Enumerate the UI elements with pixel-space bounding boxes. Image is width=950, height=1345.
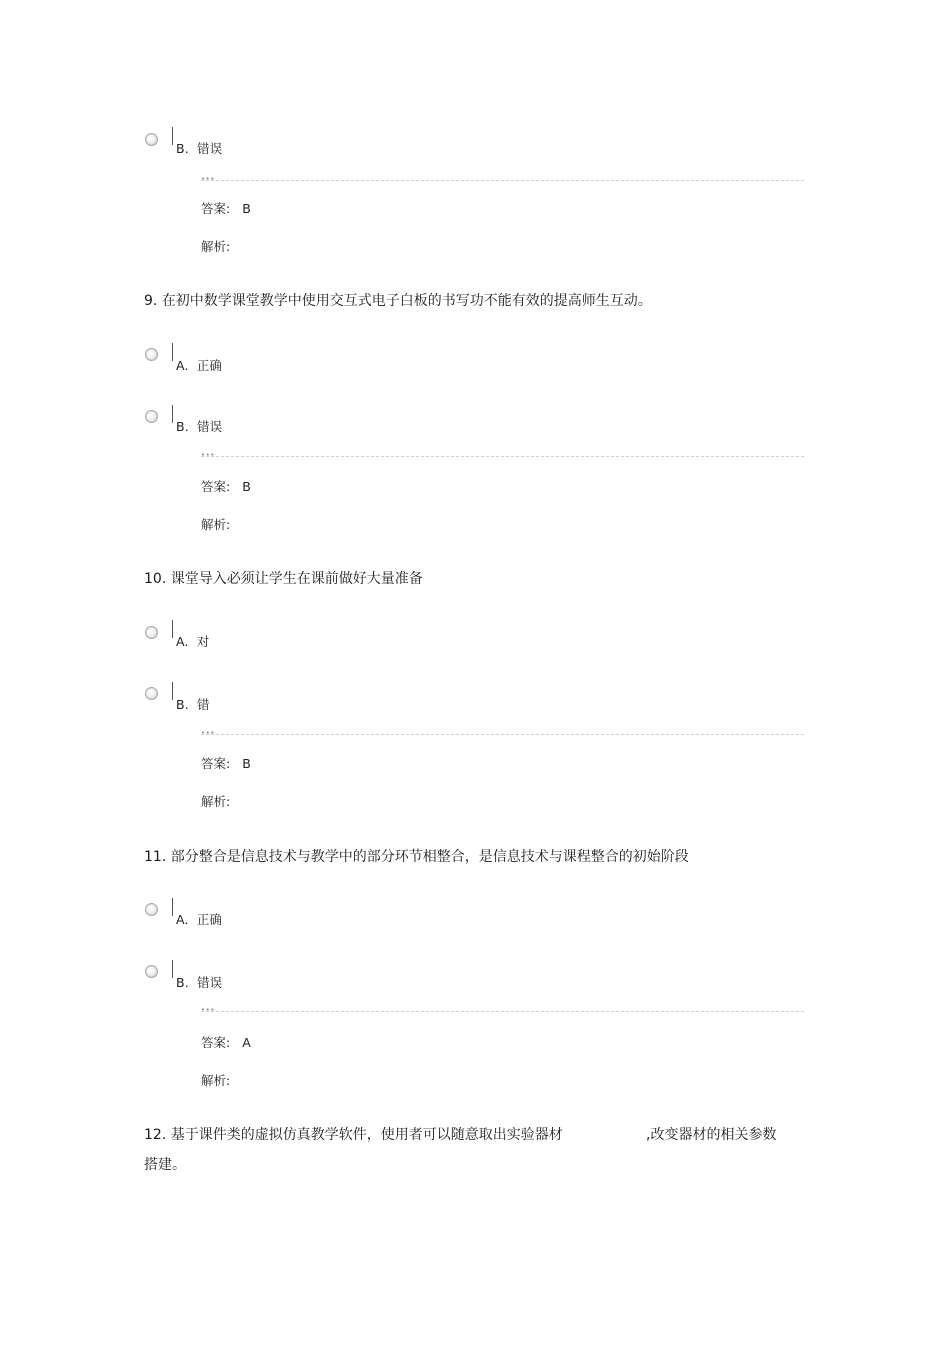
- analysis-label: 解析:: [201, 1073, 231, 1088]
- radio-button[interactable]: [145, 903, 158, 916]
- option-text: 错: [196, 697, 210, 712]
- option-letter: A.: [176, 358, 189, 373]
- option-text: 对: [196, 634, 210, 649]
- option-text: 正确: [196, 358, 223, 373]
- answer-row: [201, 1033, 251, 1051]
- radio-button[interactable]: [145, 687, 158, 700]
- option-label: [176, 695, 210, 713]
- answer-value: B: [242, 201, 251, 216]
- answer-value: A: [242, 1035, 251, 1050]
- option-letter: B.: [176, 975, 189, 990]
- question-text: 9. 在初中数学课堂教学中使用交互式电子白板的书写功不能有效的提高师生互动。: [144, 293, 652, 309]
- answer-row: [201, 754, 251, 772]
- analysis-label: 解析:: [201, 239, 231, 254]
- answer-label: 答案:: [201, 756, 231, 771]
- option-divider: [172, 620, 173, 638]
- analysis-label: 解析:: [201, 517, 231, 532]
- dashed-separator: [201, 456, 804, 457]
- option-label: [176, 910, 222, 928]
- question-text: 11. 部分整合是信息技术与教学中的部分环节相整合，是信息技术与课程整合的初始阶段: [144, 849, 689, 865]
- question-text-line2: 搭建。: [144, 1157, 186, 1173]
- dashed-separator: [201, 1011, 804, 1012]
- answer-row: [201, 477, 251, 495]
- option-divider: [172, 127, 173, 145]
- option-text: 错误: [196, 141, 223, 156]
- dashed-separator: [201, 734, 804, 735]
- option-divider: [172, 682, 173, 700]
- separator-dots: •••: [201, 729, 215, 737]
- answer-label: 答案:: [201, 479, 231, 494]
- radio-button[interactable]: [145, 965, 158, 978]
- option-label: [176, 139, 222, 157]
- option-label: [176, 417, 222, 435]
- option-label: [176, 356, 222, 374]
- option-letter: B.: [176, 141, 189, 156]
- radio-button[interactable]: [145, 410, 158, 423]
- question-text: 12. 基于课件类的虚拟仿真教学软件，使用者可以随意取出实验器材: [144, 1127, 563, 1143]
- question-text: 10. 课堂导入必须让学生在课前做好大量准备: [144, 571, 423, 587]
- radio-button[interactable]: [145, 133, 158, 146]
- answer-label: 答案:: [201, 1035, 231, 1050]
- option-divider: [172, 405, 173, 423]
- option-divider: [172, 898, 173, 916]
- analysis-label: 解析:: [201, 794, 231, 809]
- separator-dots: •••: [201, 1006, 215, 1014]
- option-letter: A.: [176, 912, 189, 927]
- option-text: 正确: [196, 912, 223, 927]
- option-label: [176, 973, 222, 991]
- option-letter: B.: [176, 419, 189, 434]
- option-divider: [172, 960, 173, 978]
- radio-button[interactable]: [145, 348, 158, 361]
- answer-value: B: [242, 479, 251, 494]
- separator-dots: •••: [201, 451, 215, 459]
- option-letter: B.: [176, 697, 189, 712]
- option-label: [176, 632, 209, 650]
- option-letter: A.: [176, 634, 189, 649]
- radio-button[interactable]: [145, 626, 158, 639]
- option-text: 错误: [196, 975, 223, 990]
- answer-value: B: [242, 756, 251, 771]
- answer-label: 答案:: [201, 201, 231, 216]
- separator-dots: •••: [201, 175, 215, 183]
- option-divider: [172, 343, 173, 361]
- answer-row: [201, 199, 251, 217]
- question-text-tail: ,改变器材的相关参数: [646, 1127, 777, 1143]
- dashed-separator: [201, 180, 804, 181]
- option-text: 错误: [196, 419, 223, 434]
